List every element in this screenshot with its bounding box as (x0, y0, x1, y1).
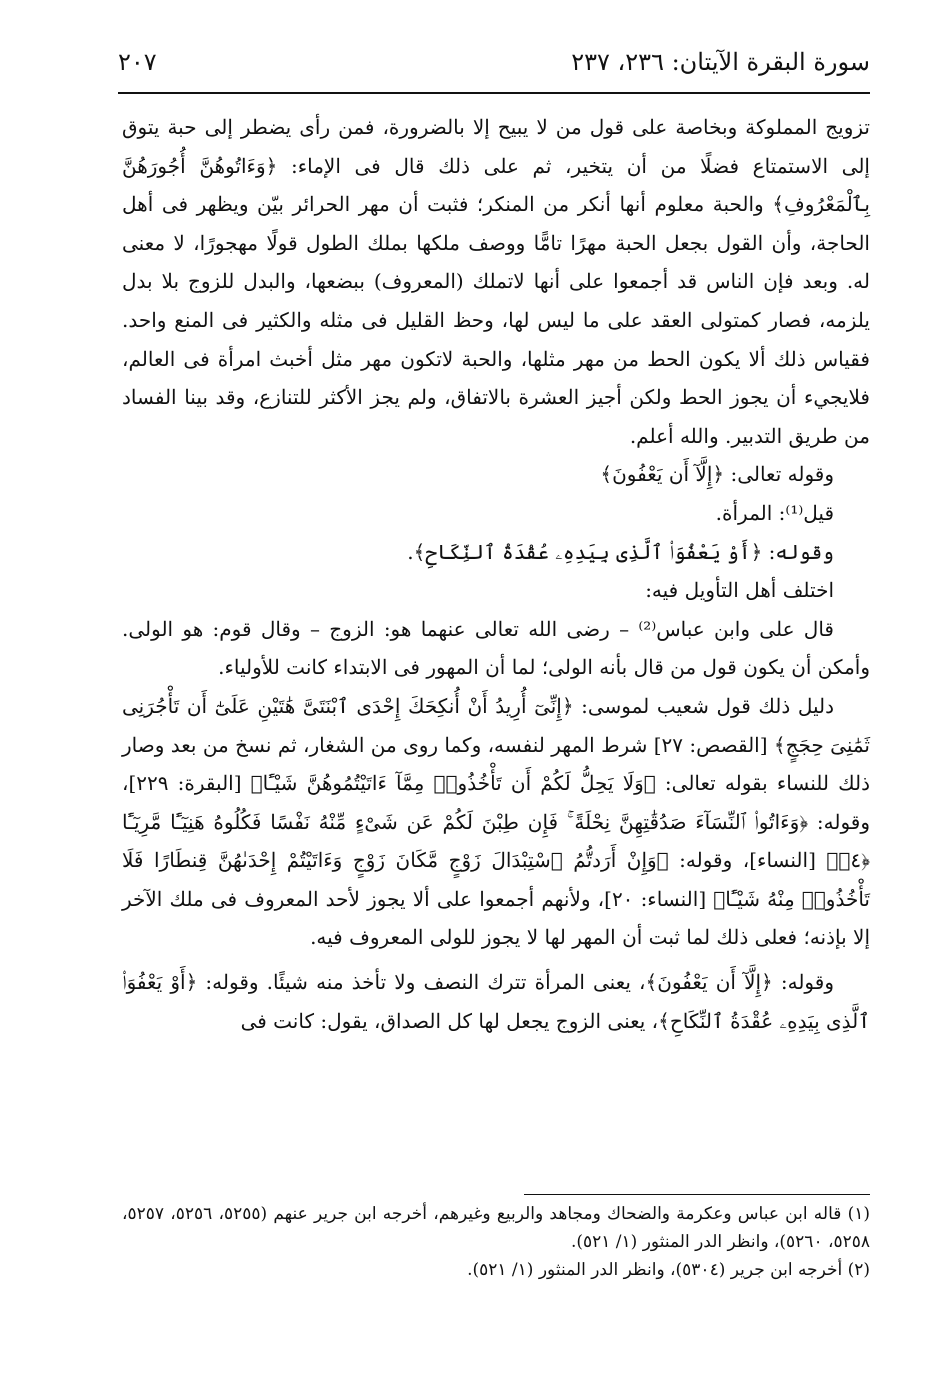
paragraph-4: وقوله: ﴿أَوْ يَعْفُوَا۟ ٱلَّذِى بِيَدِهِۦ عُقْدَةُ ٱلنِّكَاحِ﴾. (407, 539, 834, 564)
main-text (122, 108, 870, 1040)
footnote-divider (524, 1194, 870, 1195)
paragraph-1: تزويج المملوكة وبخاصة على قول من لا يبيح إلا بالضرورة، فمن رأى يضطر إلى حبة يتوق إلى الاستمتاع فضلًا من أن يتخير، ثم على ذلك قال فى الإماء: ﴿وَءَاتُوهُنَّ أُجُورَهُنَّ بِٱلْمَعْرُوفِ﴾ والحبة معلوم أنها أنكر من المنكر؛ فثبت أن مهر الحرائر بيّن ويظهر فى أهل الحاجة، وأن القول بجعل الحبة مهرًا تامًّا ووصف ملكها بملك الطول قولًا مهجورًا، لا معنى له. وبعد فإن الناس قد أجمعوا على أنها لاتملك (المعروف) ببضعها، والبدل للزوج بلا بدل يلزمه، فصار كمتولى العقد على ما ليس لها، وحظ القليل فى مثله والكثير فى المنع واحد. فقياس ذلك ألا يكون الحط من مهر مثلها، والحبة لاتكون مهر مثل أخبث امرأة فى العالم، فلايجيء أن يجوز الحط ولكن أجيز العشرة بالاتفاق، ولم يجز الأكثر للتنازع، وقد بينا الفساد من طريق التدبير. والله أعلم. (122, 115, 870, 448)
surah-title: سورة البقرة الآيتان: ٢٣٦، ٢٣٧ (571, 48, 870, 76)
paragraph-7: دليل ذلك قول شعيب لموسى: ﴿إِنِّىٓ أُرِيدُ أَنْ أُنكِحَكَ إِحْدَى ٱبْنَتَىَّ هَٰتَيْنِ عَلَىٰٓ أَن تَأْجُرَنِى ثَمَٰنِىَ حِجَجٍ﴾ [القصص: ٢٧] شرط المهر لنفسه، وكما روى من الشغار، ثم نسخ من بعد وصار ذلك للنساء بقوله تعالى: ﴿وَلَا يَحِلُّ لَكُمْ أَن تَأْخُذُوا۟ مِمَّآ ءَاتَيْتُمُوهُنَّ شَيْـًٔا﴾ [البقرة: ٢٢٩]، وقوله: ﴿وَءَاتُوا۟ ٱلنِّسَآءَ صَدُقَٰتِهِنَّ نِحْلَةً ۚ فَإِن طِبْنَ لَكُمْ عَن شَىْءٍ مِّنْهُ نَفْسًا فَكُلُوهُ هَنِيٓـًٔا مَّرِيٓـًٔا ﴿٤﴾﴾ [النساء]، وقوله: ﴿وَإِنْ أَرَدتُّمُ ٱسْتِبْدَالَ زَوْجٍ مَّكَانَ زَوْجٍ وَءَاتَيْتُمْ إِحْدَىٰهُنَّ قِنطَارًا فَلَا تَأْخُذُوا۟ مِنْهُ شَيْـًٔا﴾ [النساء: ٢٠]، ولأنهم أجمعوا على ألا يجوز لأحد المعروف فى ملك الآخر إلا بإذنه؛ فعلى ذلك لما ثبت أن المهر لها لا يجوز للولى المعروف فيه. (122, 693, 870, 950)
footnotes (122, 1200, 870, 1284)
footnote-1: (١) قاله ابن عباس وعكرمة والضحاك ومجاهد والربيع وغيرهم، أخرجه ابن جرير عنهم (٥٢٥٥، ٥٢٥٦، ٥٢٥٧، ٥٢٥٨، ٥٢٦٠)، وانظر الدر المنثور (١/ ٥٢١). (122, 1204, 871, 1252)
paragraph-6: قال على وابن عباس⁽²⁾ – رضى الله تعالى عنهما هو: الزوج – وقال قوم: هو الولى. وأمكن أن يكون قول من قال بأنه الولى؛ لما أن المهور فى الابتداء كانت للأولياء. (122, 616, 870, 680)
running-header (118, 48, 870, 88)
header-divider (118, 92, 870, 94)
paragraph-2: وقوله تعالى: ﴿إِلَّآ أَن يَعْفُونَ﴾ (600, 462, 834, 487)
paragraph-5: اختلف أهل التأويل فيه: (645, 578, 834, 603)
page-number: ٢٠٧ (118, 48, 157, 76)
paragraph-8: وقوله: ﴿إِلَّآ أَن يَعْفُونَ﴾، يعنى المرأة تترك النصف ولا تأخذ منه شيئًا. وقوله: ﴿أَوْ يَعْفُوَا۟ ٱلَّذِى بِيَدِهِۦ عُقْدَةُ ٱلنِّكَاحِ﴾، يعنى الزوج يجعل لها كل الصداق، يقول: كانت فى (122, 970, 870, 1033)
footnote-2: (٢) أخرجه ابن جرير (٥٣٠٤)، وانظر الدر المنثور (١/ ٥٢١). (467, 1260, 870, 1280)
paragraph-3: قيل⁽¹⁾: المرأة. (715, 500, 834, 525)
